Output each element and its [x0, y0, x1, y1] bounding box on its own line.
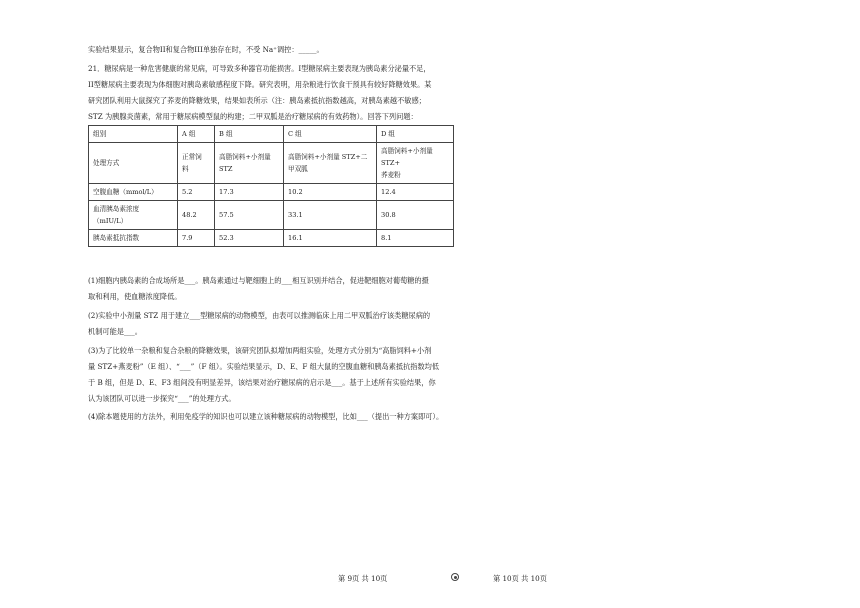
- question-2-line: (2)实验中小剂量 STZ 用于建立___型糖尿病的动物模型，由表可以推测临床上用二甲双胍治疗该类糖尿病的: [88, 311, 431, 320]
- cell-line: （mIU/L）: [93, 217, 128, 225]
- header-cell: 组别: [89, 126, 178, 143]
- table-cell: 12.4: [377, 184, 454, 201]
- table-cell: [215, 143, 284, 184]
- text-line: 研究团队利用大鼠探究了荞麦的降糖效果，结果如表所示（注：胰岛素抵抗指数越高，对胰岛素越不敏感；: [88, 96, 426, 105]
- cell-line: 正常饲: [182, 153, 202, 161]
- table-cell: 33.1: [284, 201, 377, 230]
- text-line: II型糖尿病主要表现为体细胞对胰岛素敏感程度下降。研究表明，用杂粮进行饮食干预具有较好降糖效果。某: [88, 80, 432, 89]
- cell-line: STZ: [219, 165, 233, 173]
- question-21-intro: 21．糖尿病是一种危害健康的常见病，可导致多种器官功能损害。I型糖尿病主要表现为胰岛素分泌量不足，: [88, 64, 431, 73]
- table-cell: 30.8: [377, 201, 454, 230]
- row-label: 处理方式: [89, 143, 178, 184]
- text-line: 于 B 组，但是 D、E、F3 组间没有明显差异，该结果对治疗糖尿病的启示是___。基于上述所有实验结果，你: [88, 378, 436, 387]
- table-cell: 7.9: [178, 230, 215, 247]
- header-cell: B 组: [215, 126, 284, 143]
- cell-line: 高脂饲料+小剂量 STZ+二: [288, 153, 368, 161]
- row-label: [89, 201, 178, 230]
- table-header-row: [89, 126, 454, 143]
- cell-line: 甲双胍: [288, 165, 308, 173]
- table-cell: 5.2: [178, 184, 215, 201]
- text-line: 实验结果显示，复合物II和复合物III单独存在时，不受 Na⁺调控：_____。: [88, 45, 324, 54]
- table-cell: 10.2: [284, 184, 377, 201]
- cell-line: 高脂饲料+小剂量 STZ+: [381, 147, 433, 167]
- table-cell: 16.1: [284, 230, 377, 247]
- binding-circle-icon: [451, 573, 459, 581]
- left-page-number: 第 9页 共 10页: [338, 574, 388, 583]
- text-line: 机制可能是___。: [88, 327, 142, 336]
- header-cell: C 组: [284, 126, 377, 143]
- text-line: STZ 为胰腺炎菌素，常用于糖尿病模型鼠的构建；二甲双胍是治疗糖尿病的有效药物）。回答下列问题：: [88, 112, 418, 121]
- row-label: 胰岛素抵抗指数: [89, 230, 178, 247]
- right-page-number: 第 10页 共 10页: [493, 574, 547, 583]
- text-line: 量 STZ+燕麦粉”（E 组）、“___”（F 组）。实验结果显示，D、E、F 组大鼠的空腹血糖和胰岛素抵抗指数均低: [88, 362, 440, 371]
- cell-line: 料: [182, 165, 189, 173]
- text-line: 取和利用，使血糖浓度降低。: [88, 292, 182, 301]
- table-cell: [178, 143, 215, 184]
- cell-line: 血清胰岛素浓度: [93, 205, 140, 213]
- table-cell: 8.1: [377, 230, 454, 247]
- cell-line: 高脂饲料+小剂量: [219, 153, 271, 161]
- table-cell: 48.2: [178, 201, 215, 230]
- question-3-line: (3)为了比较单一杂粮和复合杂粮的降糖效果，该研究团队拟增加两组实验，处理方式分别为“高脂饲料+小剂: [88, 346, 432, 355]
- table-row: [89, 184, 454, 201]
- text-line: 认为该团队可以进一步探究“___”的处理方式。: [88, 394, 236, 403]
- row-label: 空腹血糖（mmol/L）: [89, 184, 178, 201]
- header-cell: A 组: [178, 126, 215, 143]
- table-cell: 52.3: [215, 230, 284, 247]
- cell-line: 荞麦粉: [381, 171, 401, 179]
- table-cell: 17.3: [215, 184, 284, 201]
- header-cell: D 组: [377, 126, 454, 143]
- table-cell: 57.5: [215, 201, 284, 230]
- table-cell: [377, 143, 454, 184]
- results-table: [88, 125, 454, 247]
- table-row: [89, 201, 454, 230]
- question-4-line: (4)除本题使用的方法外，利用免疫学的知识也可以建立该种糖尿病的动物模型，比如___（提出一种方案即可）。: [88, 412, 444, 421]
- table-row: [89, 230, 454, 247]
- table-row: [89, 143, 454, 184]
- table-cell: [284, 143, 377, 184]
- question-1-line: (1)细胞内胰岛素的合成场所是___。胰岛素通过与靶细胞上的___相互识别并结合，促进靶细胞对葡萄糖的摄: [88, 276, 429, 285]
